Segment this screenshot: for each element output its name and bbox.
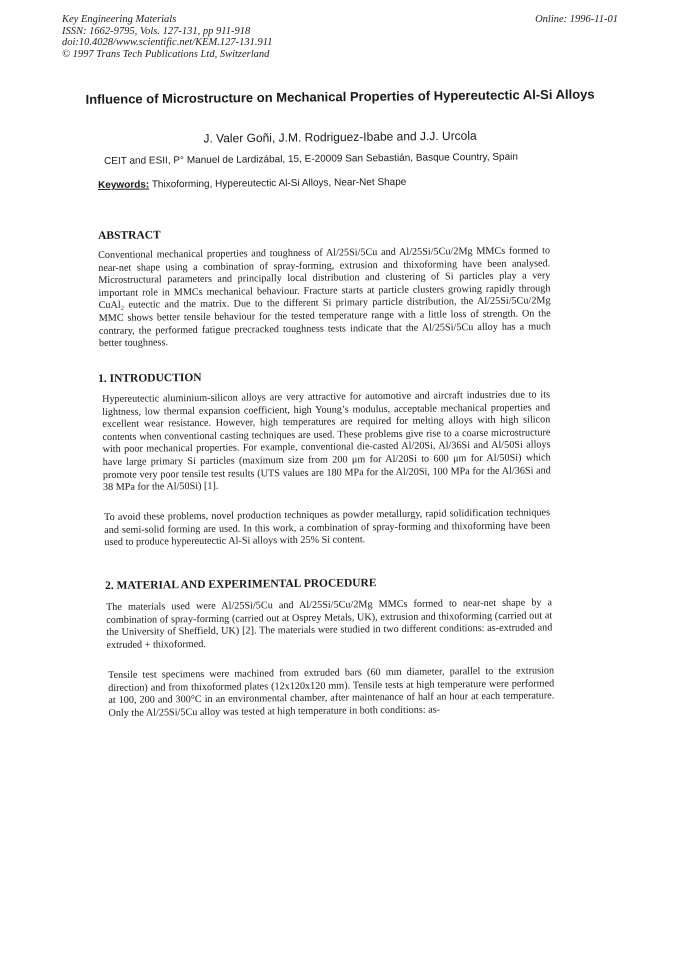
introduction-paragraph-2: To avoid these problems, novel production techniques as powder metallurgy, rapid solidification techniques and semi-solid forming are used. In this work, a combination of spray-forming and thixoforming have been used to produce hypereutectic Al-Si alloys with 25% Si content. <box>104 507 551 549</box>
abstract-heading: ABSTRACT <box>98 229 161 242</box>
doi-line: doi:10.4028/www.scientific.net/KEM.127-131.911 <box>62 37 273 48</box>
keywords-line <box>98 175 558 191</box>
material-paragraph-1: The materials used were Al/25Si/5Cu and Al/25Si/5Cu/2Mg MMCs formed to near-net shape by a combination of spray-forming (carried out at Osprey Metals, UK), extrusion and thixoforming (carried out at the University of Sheffield, UK) [2]. The materials were studied in two different conditions: as-extruded and extruded + thixoformed. <box>106 597 553 651</box>
keywords-label: Keywords: <box>98 179 150 191</box>
paper-title: Influence of Microstructure on Mechanical Properties of Hypereutectic Al-Si Alloys <box>85 86 595 107</box>
paper-authors: J. Valer Goñi, J.M. Rodriguez-Ibabe and J.J. Urcola <box>203 128 477 146</box>
issn-line: ISSN: 1662-9795, Vols. 127-131, pp 911-918 <box>62 25 251 37</box>
page-header <box>62 14 618 60</box>
introduction-heading: 1. INTRODUCTION <box>98 371 202 385</box>
copyright-line: © 1997 Trans Tech Publications Ltd, Switzerland <box>62 48 270 60</box>
keywords-text: Thixoforming, Hypereutectic Al-Si Alloys, Near-Net Shape <box>151 176 407 191</box>
journal-name: Key Engineering Materials <box>62 14 177 25</box>
abstract-text: Conventional mechanical properties and toughness of Al/25Si/5Cu and Al/25Si/5Cu/2Mg MMCs formed to near-net shape using a combination of spray-forming, extrusion and thixoforming have been analysed. Microstructural parameters and principally local distribution and clustering of Si particles play a very important role in MMCs mechanical behaviour. Fracture starts at particle clusters growing rapidly through CuAl₂ eutectic and the matrix. Due to the different Si primary particle distribution, the Al/25Si/5Cu/2Mg MMC shows better tensile behaviour for the tested temperature range with a little loss of strength. On the contrary, the performed fatigue precracked toughness tests indicate that the Al/25Si/5Cu alloy has a much better toughness. <box>98 245 551 350</box>
online-date: Online: 1996-11-01 <box>535 14 618 25</box>
paper-affiliation: CEIT and ESII, P° Manuel de Lardizábal, 15, E-20009 San Sebastián, Basque Country, Spain <box>104 151 518 167</box>
material-heading: 2. MATERIAL AND EXPERIMENTAL PROCEDURE <box>105 577 377 592</box>
material-paragraph-2: Tensile test specimens were machined from extruded bars (60 mm diameter, parallel to the extrusion direction) and from thixoformed plates (12x120x120 mm). Tensile tests at high temperature were performed at 100, 200 and 300°C in an environmental chamber, after maintenance of half an hour at each temperature. Only the Al/25Si/5Cu alloy was tested at high temperature in both conditions: as- <box>108 665 555 719</box>
introduction-paragraph-1: Hypereutectic aluminium-silicon alloys are very attractive for automotive and aircraft industries due to its lightness, low thermal expansion coefficient, high Young’s modulus, acceptable mechanical properties and excellent wear resistance. However, high temperatures are required for melting alloys with high silicon contents when conventional casting techniques are used. These problems give rise to a coarse microstructure with poor mechanical properties. For example, conventional die-casted Al/20Si, Al/36Si and Al/50Si alloys have large primary Si particles (maximum size from 200 μm for Al/20Si to 600 μm for Al/50Si) which promote very poor tensile test results (UTS values are 180 MPa for the Al/20Si, 100 MPa for the Al/36Si and 38 MPa for the Al/50Si) [1]. <box>102 389 551 494</box>
